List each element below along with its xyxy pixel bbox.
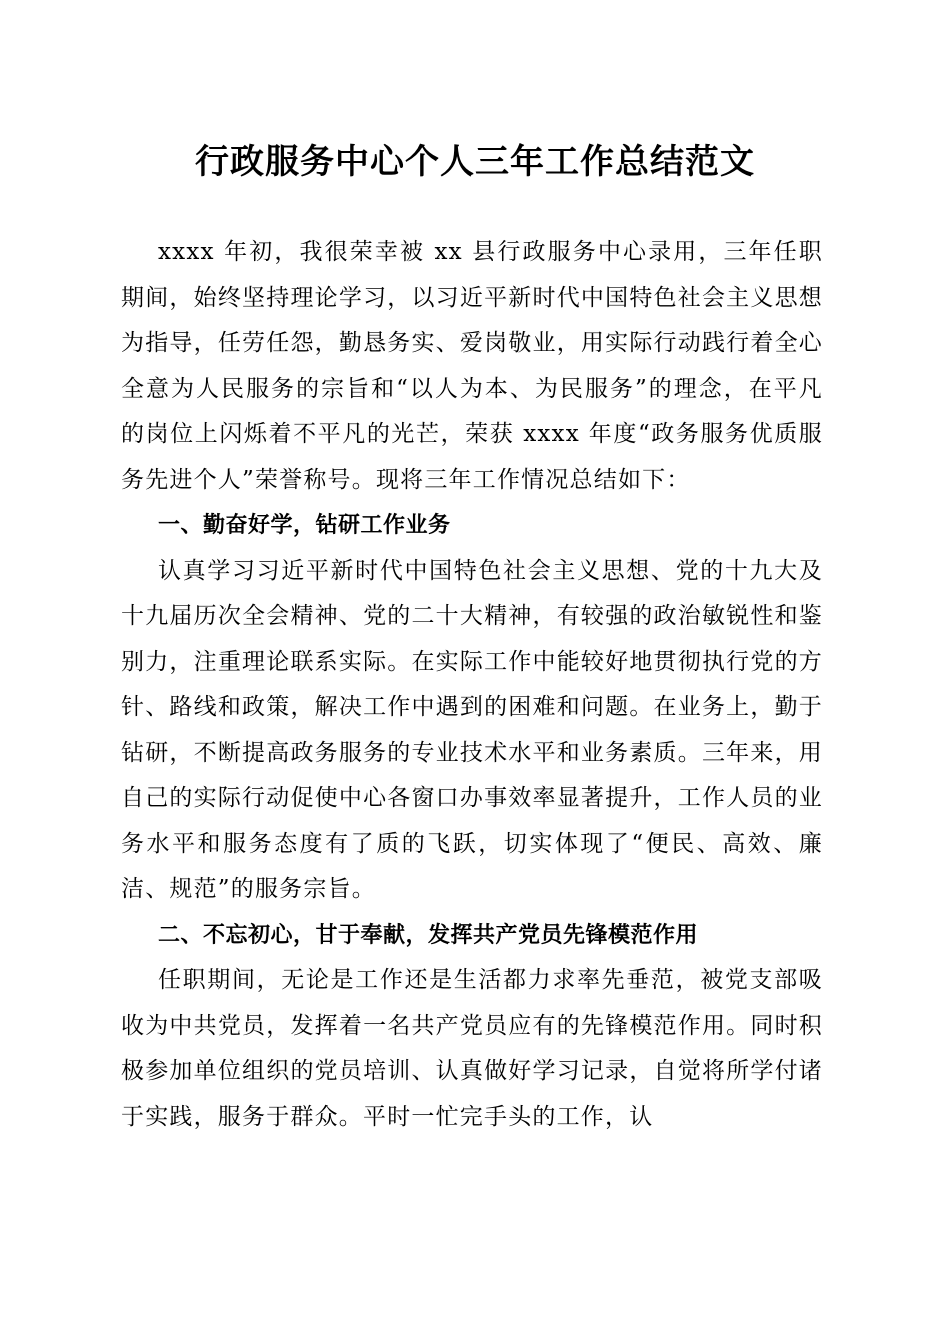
section-heading-2: 二、不忘初心，甘于奉献，发挥共产党员先锋模范作用: [158, 922, 699, 948]
section-1-paragraph: 认真学习习近平新时代中国特色社会主义思想、党的十九大及十九届历次全会精神、党的二十大精神，有较强的政治敏锐性和鉴别力，注重理论联系实际。在实际工作中能较好地贯彻执行党的方针、路线和政策，解决工作中遇到的困难和问题。在业务上，勤于钻研，不断提高政务服务的专业技术水平和业务素质。三年来，用自己的实际行动促使中心各窗口办事效率显著提升，工作人员的业务水平和服务态度有了质的飞跃，切实体现了“便民、高效、廉洁、规范”的服务宗旨。: [121, 557, 823, 902]
document-body: [121, 230, 823, 1140]
document-title: 行政服务中心个人三年工作总结范文: [195, 142, 755, 182]
intro-paragraph: xxxx 年初，我很荣幸被 xx 县行政服务中心录用，三年任职期间，始终坚持理论学习，以习近平新时代中国特色社会主义思想为指导，任劳任怨，勤恳务实、爱岗敬业，用实际行动践行着全心全意为人民服务的宗旨和“以人为本、为民服务”的理念，在平凡的岗位上闪烁着不平凡的光芒，荣获 xxxx 年度“政务服务优质服务先进个人”荣誉称号。现将三年工作情况总结如下：: [121, 239, 823, 493]
section-2-paragraph: 任职期间，无论是工作还是生活都力求率先垂范，被党支部吸收为中共党员，发挥着一名共产党员应有的先锋模范作用。同时积极参加单位组织的党员培训、认真做好学习记录，自觉将所学付诸于实践，服务于群众。平时一忙完手头的工作，认: [121, 967, 823, 1130]
section-heading-1: 一、勤奋好学，钻研工作业务: [158, 513, 451, 538]
